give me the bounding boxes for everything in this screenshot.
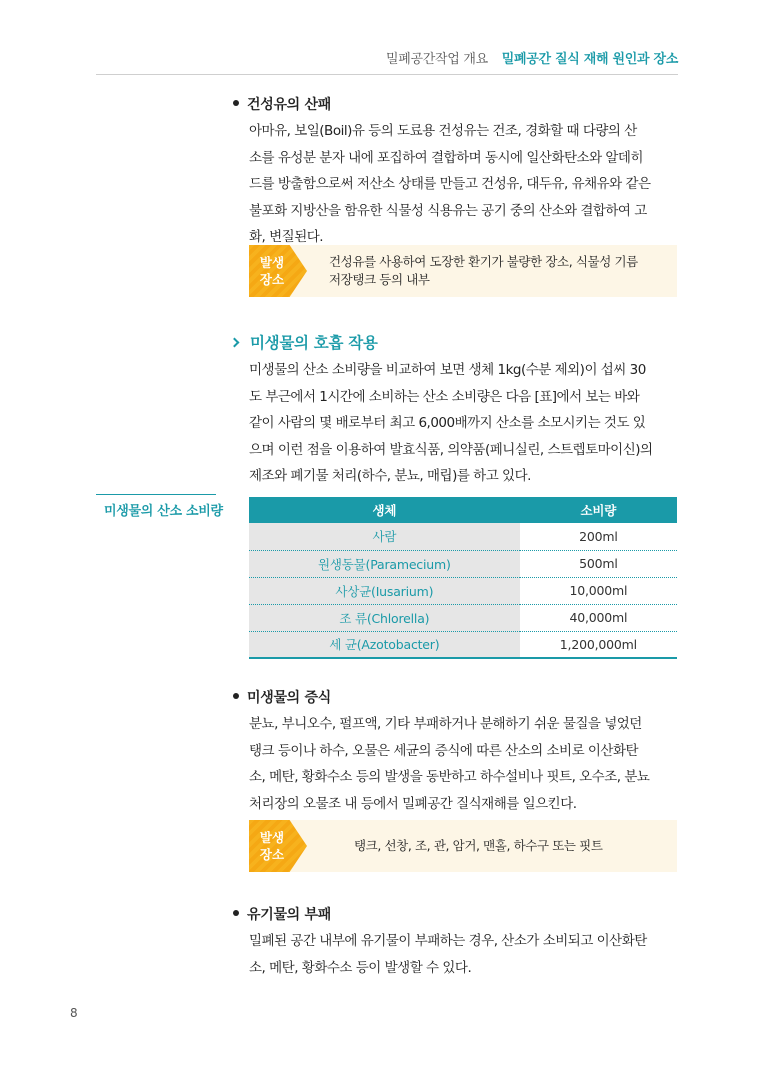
header-divider xyxy=(96,74,678,75)
table-cell: 10,000ml xyxy=(520,577,677,604)
column-header: 소비량 xyxy=(520,497,677,523)
paragraph-drying-oil: 아마유, 보일(Boil)유 등의 도료용 건성유는 건조, 경화할 때 다량의 산 소를 유성분 분자 내에 포집하여 결합하며 동시에 일산화탄소와 알데히 드를 방출함으로써 저산소 상태를 만들고 건성유, 대두유, 유채유와 같은 불포화 지방산을 함유한 식물성 식용유는 공기 중의 산소와 결합하여 고 화, 변질된다. xyxy=(249,123,651,245)
paragraph-microbe-respiration: 미생물의 산소 소비량을 비교하여 보면 생체 1kg(수분 제외)이 섭씨 30 도 부근에서 1시간에 소비하는 산소 소비량은 다음 [표]에서 보는 바와 같이 사람의 몇 배로부터 최고 6,000배까지 산소를 소모시키는 것도 있 으며 이런 점을 이용하여 발효식품, 의약품(페니실린, 스트렙토마이신)의 제조와 폐기물 처리(하수, 분뇨, 매립)를 하고 있다. xyxy=(249,362,653,484)
table-cell: 원생동물(Paramecium) xyxy=(249,550,520,577)
table-row xyxy=(249,550,677,577)
header-chapter: 밀폐공간작업 개요 xyxy=(385,52,488,67)
bullet-dot-icon xyxy=(233,693,239,699)
running-header xyxy=(386,48,678,67)
page-number: 8 xyxy=(70,1006,78,1020)
table-cell: 사상균(Iusarium) xyxy=(249,577,520,604)
table-label-rule xyxy=(96,494,216,495)
callout-text: 탱크, 선창, 조, 관, 암거, 맨홀, 하수구 또는 핏트 xyxy=(354,838,603,853)
table-header-row xyxy=(249,497,677,523)
callout-location-2: 발생 장소 탱크, 선창, 조, 관, 암거, 맨홀, 하수구 또는 핏트 xyxy=(249,820,677,872)
chevron-right-icon xyxy=(230,338,240,348)
table-row xyxy=(249,604,677,631)
heading-organic-decay: 유기물의 부패 xyxy=(233,904,331,924)
bullet-dot-icon xyxy=(233,100,239,106)
table-cell: 세 균(Azotobacter) xyxy=(249,631,520,658)
oxygen-consumption-table xyxy=(249,497,677,659)
table-row xyxy=(249,523,677,550)
table-row xyxy=(249,631,677,658)
callout-location-1: 발생 장소 건성유를 사용하여 도장한 환기가 불량한 장소, 식물성 기름 저장탱크 등의 내부 xyxy=(249,245,677,297)
table-cell: 200ml xyxy=(520,523,677,550)
bullet-dot-icon xyxy=(233,910,239,916)
header-section: 밀폐공간 질식 재해 원인과 장소 xyxy=(501,52,678,67)
table-cell: 1,200,000ml xyxy=(520,631,677,658)
column-header: 생체 xyxy=(249,497,520,523)
table-cell: 조 류(Chlorella) xyxy=(249,604,520,631)
table-cell: 500ml xyxy=(520,550,677,577)
heading-microbe-respiration: 미생물의 호흡 작용 xyxy=(231,331,378,353)
paragraph-microbe-growth: 분뇨, 부니오수, 펄프액, 기타 부패하거나 분해하기 쉬운 물질을 넣었던 탱크 등이나 하수, 오물은 세균의 증식에 따른 산소의 소비로 이산화탄 소, 메탄, 황화수소 등의 발생을 동반하고 하수설비나 핏트, 오수조, 분뇨 처리장의 오물조 내 등에서 밀폐공간 질식재해를 일으킨다. xyxy=(249,716,650,812)
table-row xyxy=(249,577,677,604)
table-cell: 40,000ml xyxy=(520,604,677,631)
table-caption: 미생물의 산소 소비량 xyxy=(104,504,223,519)
callout-text: 건성유를 사용하여 도장한 환기가 불량한 장소, 식물성 기름 저장탱크 등의 내부 xyxy=(329,254,638,287)
table-cell: 사람 xyxy=(249,523,520,550)
paragraph-organic-decay: 밀폐된 공간 내부에 유기물이 부패하는 경우, 산소가 소비되고 이산화탄 소, 메탄, 황화수소 등이 발생할 수 있다. xyxy=(249,933,647,976)
heading-drying-oil: 건성유의 산패 xyxy=(233,94,331,114)
heading-microbe-growth: 미생물의 증식 xyxy=(233,687,331,707)
